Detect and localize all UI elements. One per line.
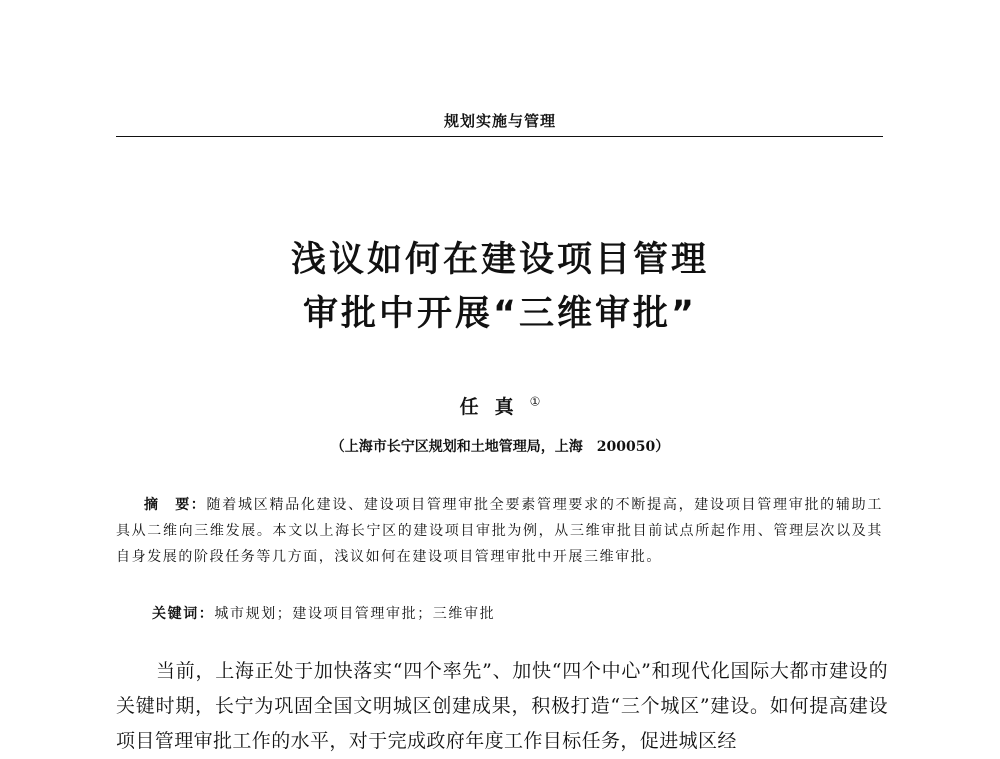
body-paragraph	[116, 654, 888, 759]
abstract-label: 摘 要：	[144, 497, 207, 513]
running-header: 规划实施与管理	[443, 112, 556, 130]
author-name: 任真	[459, 396, 530, 418]
article-title-line-1: 浅议如何在建设项目管理	[290, 240, 709, 280]
header-rule	[116, 136, 883, 137]
keywords-label: 关键词：	[152, 606, 215, 622]
article-title-line-2: 审批中开展“三维审批”	[302, 294, 697, 334]
author	[0, 392, 1000, 419]
author-footnote-mark: ①	[529, 394, 541, 409]
body-paragraph-text: 当前，上海正处于加快落实“四个率先”、加快“四个中心”和现代化国际大都市建设的关键时期，长宁为巩固全国文明城区创建成果，积极打造“三个城区”建设。如何提高建设项目管理审批工作的水平，对于完成政府年度工作目标任务，促进城区经	[116, 660, 888, 752]
author-affiliation: （上海市长宁区规划和土地管理局，上海 200050）	[330, 439, 670, 455]
keywords	[152, 603, 495, 623]
abstract-text: 随着城区精品化建设、建设项目管理审批全要素管理要求的不断提高，建设项目管理审批的辅助工具从二维向三维发展。本文以上海长宁区的建设项目审批为例，从三维审批目前试点所起作用、管理层次以及其自身发展的阶段任务等几方面，浅议如何在建设项目管理审批中开展三维审批。	[116, 497, 883, 565]
abstract	[116, 492, 883, 570]
keywords-text: 城市规划；建设项目管理审批；三维审批	[214, 606, 496, 622]
